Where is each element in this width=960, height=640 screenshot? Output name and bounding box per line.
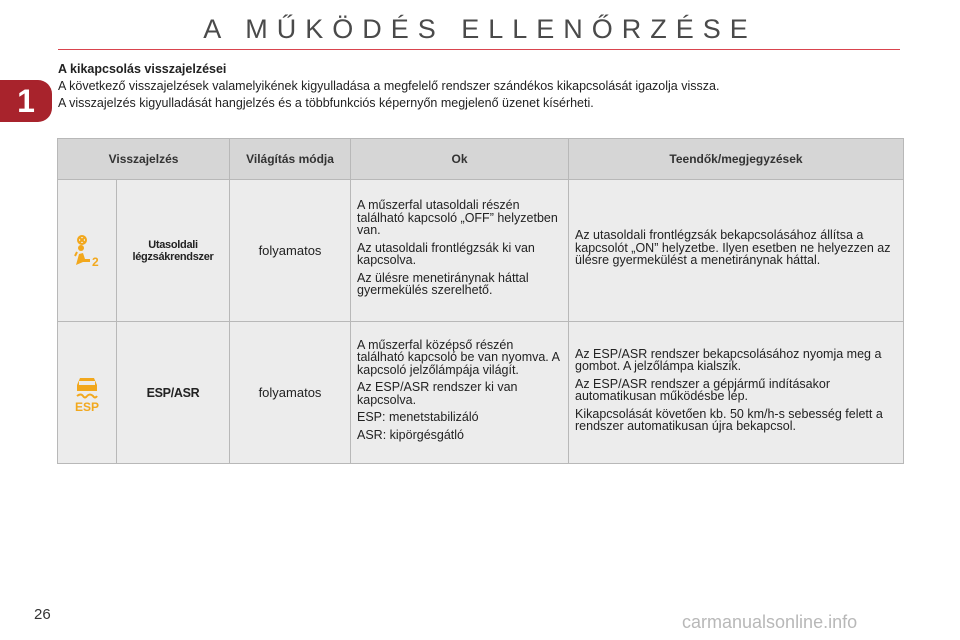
action-cell xyxy=(569,180,904,322)
passenger-airbag-off-icon xyxy=(58,180,117,322)
indicator-name: Utasoldali légzsákrendszer xyxy=(117,180,230,322)
header-cause: Ok xyxy=(351,139,569,180)
cause-text: A műszerfal utasoldali részén található kapcsoló „OFF” helyzetben van. xyxy=(357,198,558,238)
indicator-table xyxy=(57,138,904,464)
chapter-tab: 1 xyxy=(0,80,52,122)
intro-line-1: A következő visszajelzések valamelyikének kigyulladása a megfelelő rendszer szándékos kikapcsolását igazolja vissza. xyxy=(58,79,720,93)
cause-text: Az ülésre menetiránynak háttal gyermekülés szerelhető. xyxy=(357,270,529,298)
table-row xyxy=(58,322,904,464)
header-indicator: Visszajelzés xyxy=(58,139,230,180)
cause-text: Az utasoldali frontlégzsák ki van kapcsolva. xyxy=(357,240,535,268)
lighting-mode: folyamatos xyxy=(230,180,351,322)
esp-off-icon xyxy=(58,322,117,464)
lighting-mode: folyamatos xyxy=(230,322,351,464)
table-row xyxy=(58,180,904,322)
page-title: A MŰKÖDÉS ELLENŐRZÉSE xyxy=(203,14,757,44)
intro-line-2: A visszajelzés kigyulladását hangjelzés és a többfunkciós képernyőn megjelenő üzenet kísérheti. xyxy=(58,96,594,110)
header-action: Teendők/megjegyzések xyxy=(569,139,904,180)
cause-cell xyxy=(351,180,569,322)
page-number: 26 xyxy=(34,606,51,623)
intro-heading: A kikapcsolás visszajelzései xyxy=(58,62,227,76)
action-text: Az ESP/ASR rendszer a gépjármű indításakor automatikusan működésbe lép. xyxy=(575,376,830,403)
cause-text: ESP: menetstabilizáló xyxy=(357,410,479,425)
table-header-row xyxy=(58,139,904,180)
svg-text:2: 2 xyxy=(92,254,99,268)
intro-section xyxy=(58,61,918,112)
cause-text: ASR: kipörgésgátló xyxy=(357,427,465,442)
indicator-name: ESP/ASR xyxy=(117,322,230,464)
action-text: Kikapcsolását követően kb. 50 km/h-s sebesség felett a rendszer automatikusan újra bekapcsol. xyxy=(575,406,883,433)
action-cell xyxy=(569,322,904,464)
cause-cell xyxy=(351,322,569,464)
action-text: Az utasoldali frontlégzsák bekapcsolásához állítsa a kapcsolót „ON” helyzetbe. Ilyen esetben ne helyezzen az ülésre gyermekülést a menetiránynak háttal. xyxy=(575,228,891,268)
title-divider xyxy=(58,49,900,50)
action-text: Az ESP/ASR rendszer bekapcsolásához nyomja meg a gombot. A jelzőlámpa kialszik. xyxy=(575,346,882,373)
cause-text: Az ESP/ASR rendszer ki van kapcsolva. xyxy=(357,380,518,407)
cause-text: A műszerfal középső részén található kapcsoló be van nyomva. A kapcsoló jelzőlámpája világít. xyxy=(357,337,560,377)
watermark: carmanualsonline.info xyxy=(682,612,858,632)
esp-icon-label: ESP xyxy=(74,399,100,413)
header-lighting: Világítás módja xyxy=(230,139,351,180)
